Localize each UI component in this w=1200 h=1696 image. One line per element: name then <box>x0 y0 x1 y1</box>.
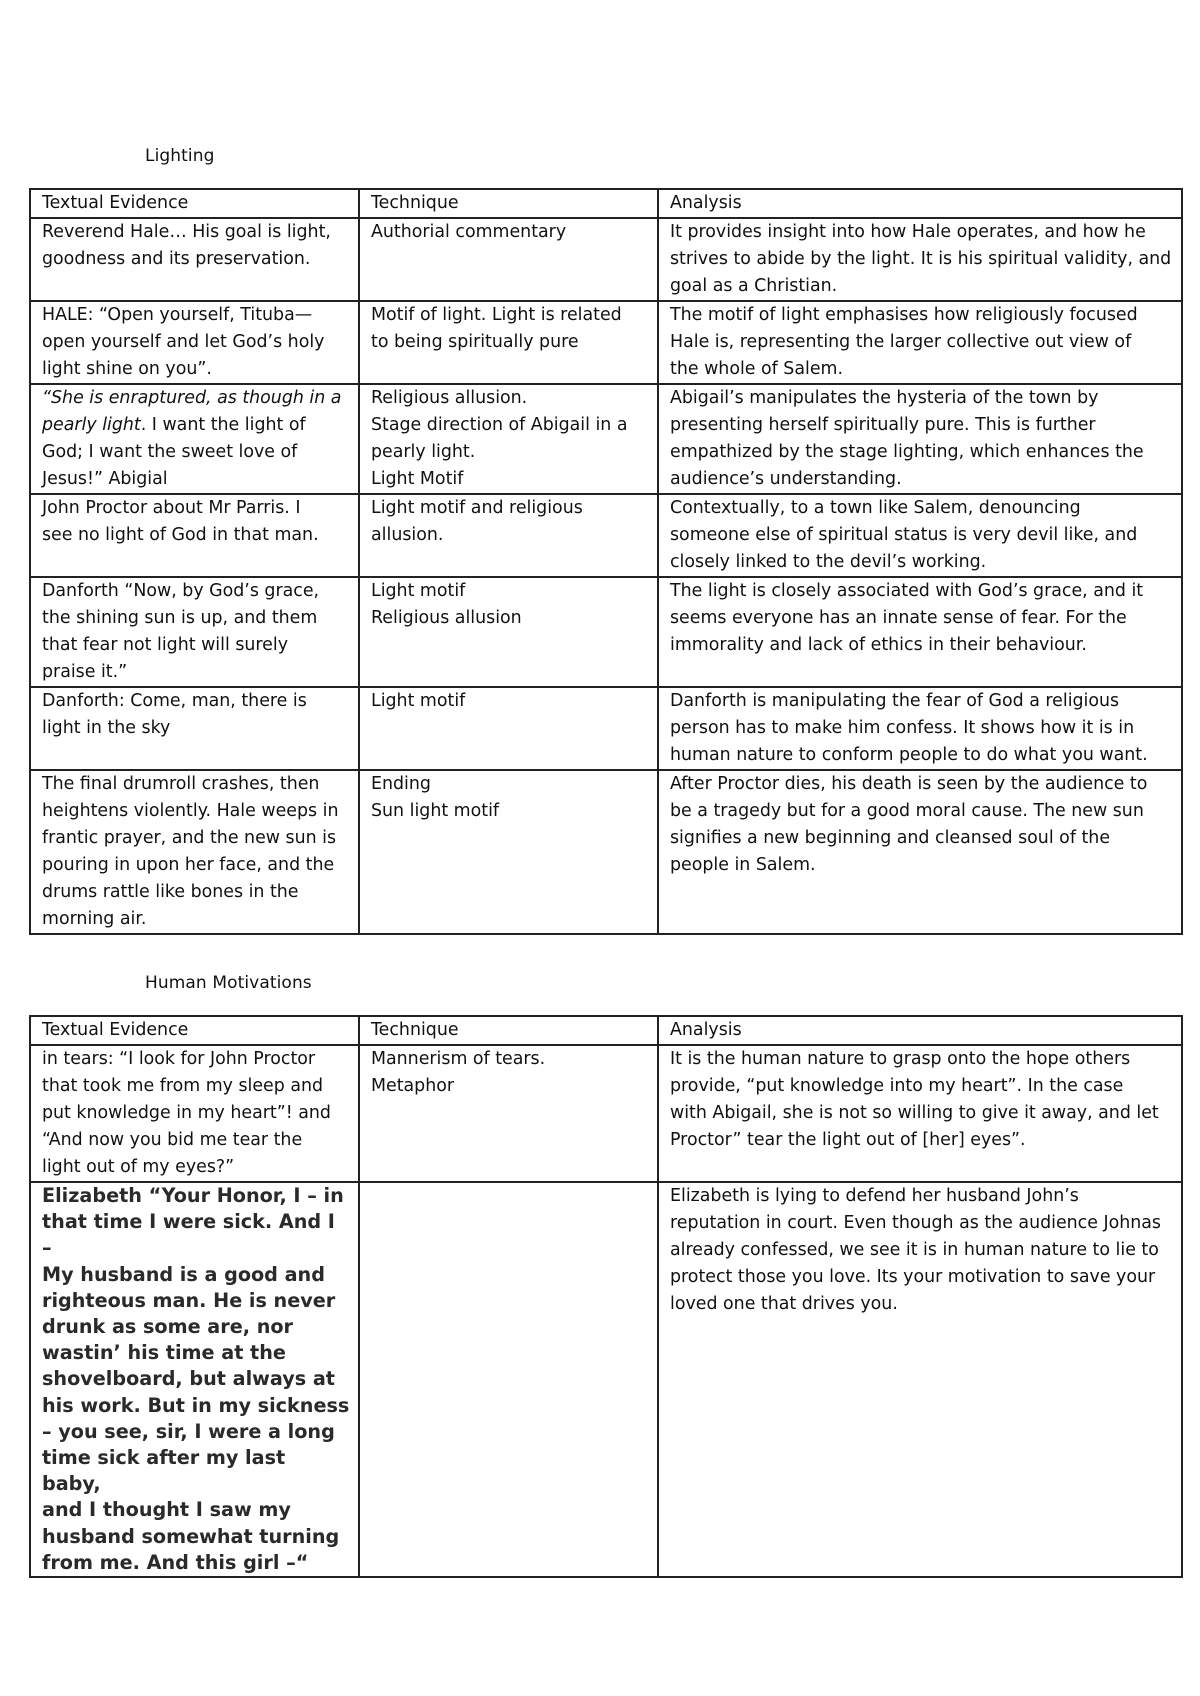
text-line: light out of my eyes?” <box>42 1157 235 1177</box>
text-line: shovelboard, but always at <box>42 1367 335 1391</box>
header-textual-evidence: Textual Evidence <box>30 189 359 218</box>
text-line: in tears: “I look for John Proctor <box>42 1049 316 1069</box>
analysis-cell <box>658 494 1182 577</box>
text-line: It is the human nature to grasp onto the hope others <box>670 1049 1131 1069</box>
text-line: Metaphor <box>371 1076 455 1096</box>
text-line: Light motif <box>371 691 466 711</box>
text-line: Danforth is manipulating the fear of God a religious <box>670 691 1120 711</box>
text-line: with Abigail, she is not so willing to give it away, and let <box>670 1103 1159 1123</box>
text-line: – you see, sir, I were a long <box>42 1419 335 1443</box>
evidence-cell <box>30 1045 359 1182</box>
text-line: that fear not light will surely <box>42 635 288 655</box>
technique-cell <box>359 301 658 384</box>
text-line: wastin’ his time at the <box>42 1341 286 1365</box>
text-line: Elizabeth is lying to defend her husband John’s <box>670 1186 1079 1206</box>
text-line: praise it.” <box>42 662 128 682</box>
text-line: “And now you bid me tear the <box>42 1130 303 1150</box>
technique-cell <box>359 1045 658 1182</box>
text-line: that took me from my sleep and <box>42 1076 324 1096</box>
text-line: Mannerism of tears. <box>371 1049 546 1069</box>
header-analysis: Analysis <box>658 189 1182 218</box>
text-line: Sun light motif <box>371 801 500 821</box>
text-line: Elizabeth “Your Honor, I – in <box>42 1184 344 1207</box>
table-row <box>30 1182 1182 1577</box>
header-analysis: Analysis <box>658 1016 1182 1045</box>
evidence-cell <box>30 1182 359 1577</box>
table-row <box>30 218 1182 301</box>
text-line: drums rattle like bones in the <box>42 882 299 902</box>
evidence-cell <box>30 301 359 384</box>
section-title-human-motivations: Human Motivations <box>145 973 312 993</box>
text-line: provide, “put knowledge into my heart”. In the case <box>670 1076 1124 1096</box>
table-row <box>30 577 1182 687</box>
text-line: strives to abide by the light. It is his spiritual validity, and <box>670 249 1172 269</box>
text-line: Religious allusion <box>371 608 522 628</box>
technique-cell <box>359 494 658 577</box>
analysis-cell <box>658 301 1182 384</box>
text-line: Ending <box>371 774 431 794</box>
analysis-cell <box>658 1045 1182 1182</box>
text-line: The final drumroll crashes, then <box>42 774 320 794</box>
text-line: and I thought I saw my <box>42 1498 291 1522</box>
table-header-row <box>30 189 1182 218</box>
header-textual-evidence: Textual Evidence <box>30 1016 359 1045</box>
text-line: allusion. <box>371 525 444 545</box>
text-line: that time I were sick. And I – <box>42 1210 335 1260</box>
text-line: My husband is a good and <box>42 1262 325 1286</box>
table-row <box>30 687 1182 770</box>
table-row <box>30 301 1182 384</box>
evidence-cell <box>30 770 359 934</box>
evidence-cell <box>30 494 359 577</box>
lighting-table <box>29 188 1183 935</box>
evidence-cell <box>30 218 359 301</box>
text-line: God; I want the sweet love of <box>42 442 298 462</box>
text-line: loved one that drives you. <box>670 1294 898 1314</box>
analysis-cell <box>658 1182 1182 1577</box>
text-line: HALE: “Open yourself, Tituba— <box>42 305 313 325</box>
text-line: After Proctor dies, his death is seen by the audience to <box>670 774 1148 794</box>
text-line: heightens violently. Hale weeps in <box>42 801 339 821</box>
analysis-cell <box>658 218 1182 301</box>
text-fragment: . I want the light of <box>140 415 306 435</box>
text-line: open yourself and let God’s holy <box>42 332 325 352</box>
text-line: see no light of God in that man. <box>42 525 319 545</box>
text-line: Religious allusion. <box>371 388 528 408</box>
text-line: time sick after my last baby, <box>42 1446 286 1496</box>
header-technique: Technique <box>359 189 658 218</box>
text-line: John Proctor about Mr Parris. I <box>42 498 301 518</box>
text-line: Contextually, to a town like Salem, denouncing <box>670 498 1081 518</box>
text-line: closely linked to the devil’s working. <box>670 552 987 572</box>
technique-cell <box>359 577 658 687</box>
text-line: Abigail’s manipulates the hysteria of the town by <box>670 388 1099 408</box>
text-line: Light Motif <box>371 469 464 489</box>
text-line: to being spiritually pure <box>371 332 579 352</box>
text-line: empathized by the stage lighting, which enhances the <box>670 442 1144 462</box>
text-line: Stage direction of Abigail in a <box>371 415 628 435</box>
text-line: righteous man. He is never <box>42 1288 336 1312</box>
text-line: Hale is, representing the larger collective out view of <box>670 332 1132 352</box>
text-line: “She is enraptured, as though in a <box>42 388 342 408</box>
table-row <box>30 1045 1182 1182</box>
text-line: frantic prayer, and the new sun is <box>42 828 337 848</box>
text-line: immorality and lack of ethics in their behaviour. <box>670 635 1087 655</box>
header-technique: Technique <box>359 1016 658 1045</box>
text-line: be a tragedy but for a good moral cause. The new sun <box>670 801 1144 821</box>
text-line: Motif of light. Light is related <box>371 305 622 325</box>
text-line: the shining sun is up, and them <box>42 608 318 628</box>
text-line: pearly light. <box>371 442 476 462</box>
text-line: It provides insight into how Hale operates, and how he <box>670 222 1146 242</box>
analysis-cell <box>658 577 1182 687</box>
text-line: The light is closely associated with God’s grace, and it <box>670 581 1144 601</box>
text-line: already confessed, we see it is in human nature to lie to <box>670 1240 1159 1260</box>
text-line: Light motif <box>371 581 466 601</box>
table-header-row <box>30 1016 1182 1045</box>
technique-cell <box>359 770 658 934</box>
text-line: goal as a Christian. <box>670 276 838 296</box>
text-line: the whole of Salem. <box>670 359 843 379</box>
text-line: goodness and its preservation. <box>42 249 311 269</box>
human-motivations-table <box>29 1015 1183 1578</box>
text-line: someone else of spiritual status is very devil like, and <box>670 525 1138 545</box>
text-line: Danforth “Now, by God’s grace, <box>42 581 320 601</box>
evidence-cell <box>30 384 359 494</box>
text-line: Light motif and religious <box>371 498 583 518</box>
text-line: put knowledge in my heart”! and <box>42 1103 331 1123</box>
stage-direction-text: pearly light <box>42 415 141 435</box>
technique-cell <box>359 1182 658 1577</box>
section-title-lighting: Lighting <box>145 146 215 166</box>
evidence-cell <box>30 687 359 770</box>
text-line: presenting herself spiritually pure. This is further <box>670 415 1096 435</box>
text-line: light shine on you”. <box>42 359 212 379</box>
text-line: Jesus!” Abigial <box>42 469 168 489</box>
analysis-cell <box>658 770 1182 934</box>
technique-cell <box>359 384 658 494</box>
text-line: Danforth: Come, man, there is <box>42 691 307 711</box>
text-line: people in Salem. <box>670 855 816 875</box>
text-line: person has to make him confess. It shows how it is in <box>670 718 1135 738</box>
text-line: Reverend Hale… His goal is light, <box>42 222 331 242</box>
table-row <box>30 770 1182 934</box>
text-line: signifies a new beginning and cleansed soul of the <box>670 828 1111 848</box>
text-line: from me. And this girl –“ <box>42 1550 309 1574</box>
table-row <box>30 384 1182 494</box>
text-line: Authorial commentary <box>371 222 567 242</box>
text-line: pouring in upon her face, and the <box>42 855 335 875</box>
text-line: Proctor” tear the light out of [her] eyes”. <box>670 1130 1026 1150</box>
text-line: seems everyone has an innate sense of fear. For the <box>670 608 1127 628</box>
text-line: audience’s understanding. <box>670 469 902 489</box>
text-line: human nature to conform people to do what you want. <box>670 745 1148 765</box>
technique-cell <box>359 687 658 770</box>
analysis-cell <box>658 687 1182 770</box>
evidence-cell <box>30 577 359 687</box>
analysis-cell <box>658 384 1182 494</box>
text-line: morning air. <box>42 909 147 929</box>
text-line: light in the sky <box>42 718 171 738</box>
text-line: protect those you love. Its your motivation to save your <box>670 1267 1156 1287</box>
text-line: reputation in court. Even though as the audience Johnas <box>670 1213 1161 1233</box>
technique-cell <box>359 218 658 301</box>
table-row <box>30 494 1182 577</box>
text-line: husband somewhat turning <box>42 1524 340 1548</box>
text-line: his work. But in my sickness <box>42 1393 350 1417</box>
text-line: drunk as some are, nor <box>42 1315 293 1339</box>
text-line: The motif of light emphasises how religiously focused <box>670 305 1138 325</box>
